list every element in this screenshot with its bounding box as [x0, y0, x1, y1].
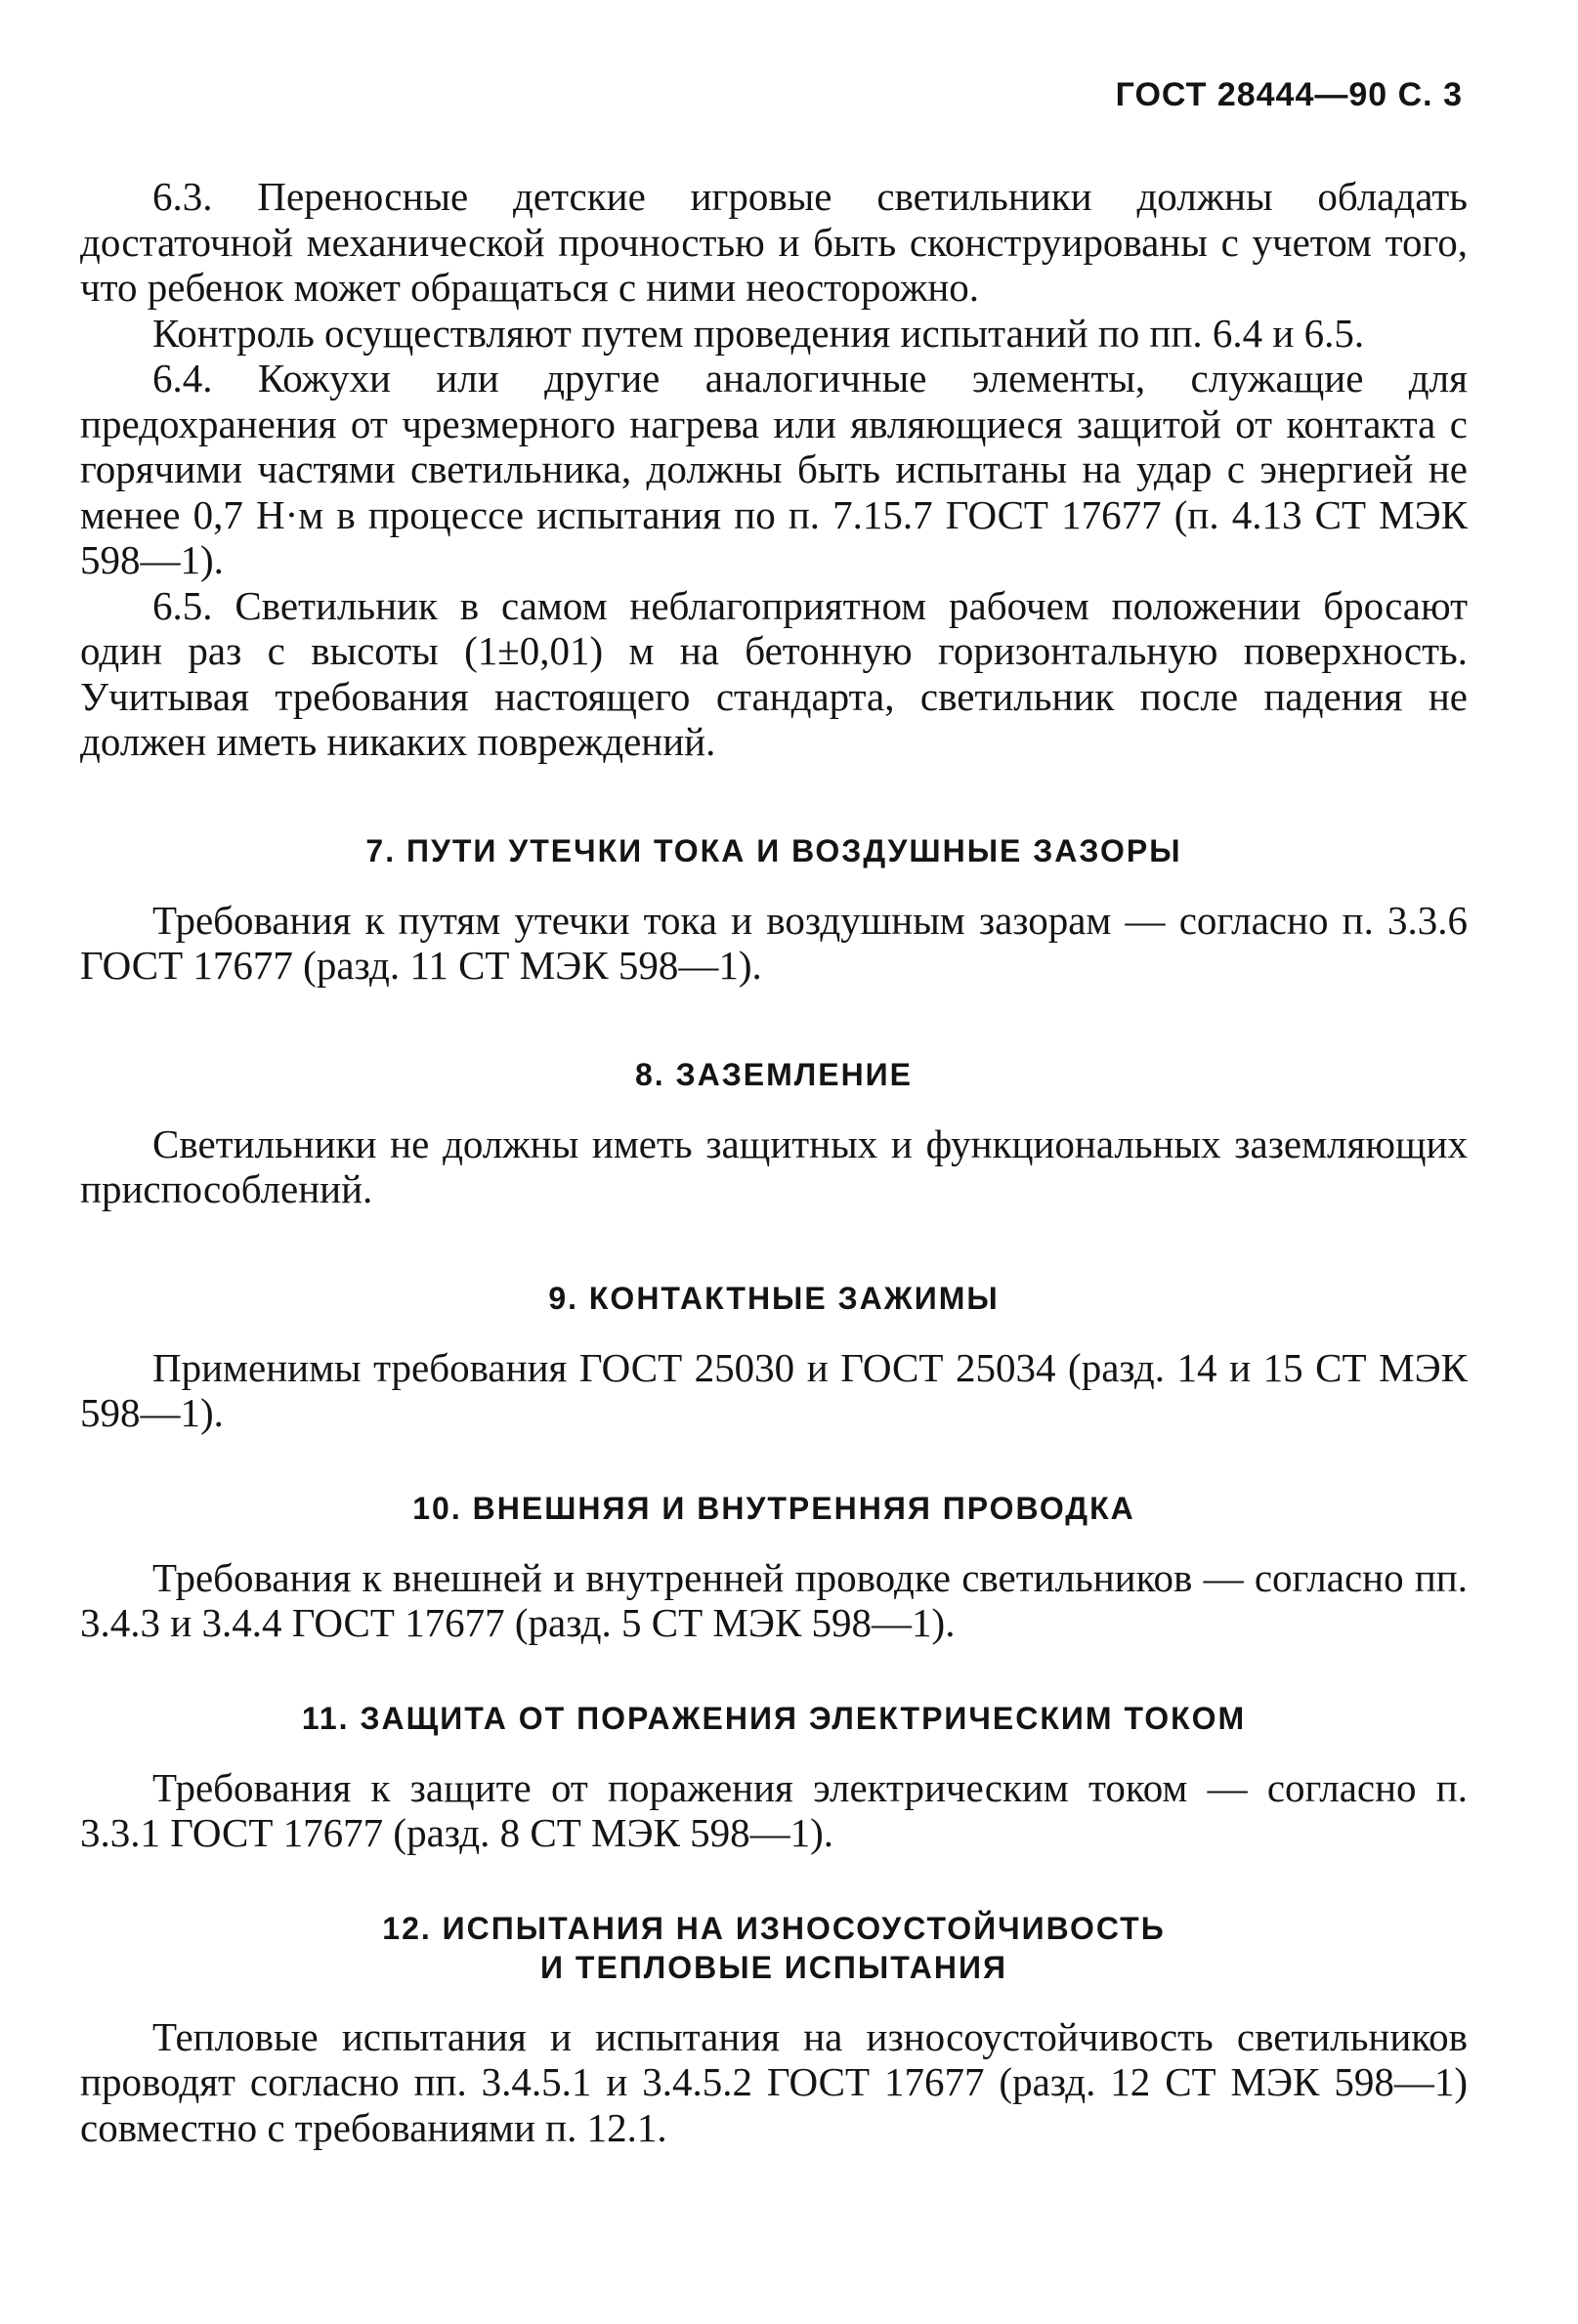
paragraph-6-4: 6.4. Кожухи или другие аналогичные элементы, служащие для предохранения от чрезмерного нагрева или являющиеся защитой от контакта с горячими частями светильника, должны быть испытаны на удар с энергией не менее 0,7 Н·м в процессе испытания по п. 7.15.7 ГОСТ 17677 (п. 4.13 СТ МЭК 598—1).	[80, 356, 1468, 582]
section-heading-12	[80, 1909, 1468, 1987]
section-heading-8: 8. ЗАЗЕМЛЕНИЕ	[634, 1056, 914, 1092]
section-heading-12-line-1: 12. ИСПЫТАНИЯ НА ИЗНОСОУСТОЙЧИВОСТЬ	[382, 1910, 1166, 1946]
paragraph-6-3: 6.3. Переносные детские игровые светильники должны обладать достаточной механической прочностью и быть сконструированы с учетом того, что ребенок может обращаться с ними неосторожно.	[80, 174, 1468, 310]
paragraph-11: Требования к защите от поражения электрическим током — согласно п. 3.3.1 ГОСТ 17677 (разд. 8 СТ МЭК 598—1).	[80, 1764, 1468, 1855]
page-header: ГОСТ 28444—90 С. 3	[1115, 76, 1463, 113]
paragraph-6-5: 6.5. Светильник в самом неблагоприятном рабочем положении бросают один раз с высоты (1±0,01) м на бетонную горизонтальную поверхность. Учитывая требования настоящего стандарта, светильник после падения не должен иметь никаких повреждений.	[80, 582, 1468, 764]
document-body	[80, 174, 1468, 2150]
paragraph-12: Тепловые испытания и испытания на износоустойчивость светильников проводят согласно пп. 3.4.5.1 и 3.4.5.2 ГОСТ 17677 (разд. 12 СТ МЭК 598—1) совместно с требованиями п. 12.1.	[80, 2013, 1468, 2150]
paragraph-8: Светильники не должны иметь защитных и функциональных заземляющих приспособлений.	[80, 1120, 1468, 1211]
section-heading-7: 7. ПУТИ УТЕЧКИ ТОКА И ВОЗДУШНЫЕ ЗАЗОРЫ	[365, 832, 1182, 868]
paragraph-9: Применимы требования ГОСТ 25030 и ГОСТ 25034 (разд. 14 и 15 СТ МЭК 598—1).	[80, 1344, 1468, 1435]
section-heading-12-line-2: И ТЕПЛОВЫЕ ИСПЫТАНИЯ	[540, 1949, 1007, 1985]
paragraph-7: Требования к путям утечки тока и воздушным зазорам — согласно п. 3.3.6 ГОСТ 17677 (разд. 11 СТ МЭК 598—1).	[80, 897, 1468, 988]
paragraph-10: Требования к внешней и внутренней проводке светильников — согласно пп. 3.4.3 и 3.4.4 ГОСТ 17677 (разд. 5 СТ МЭК 598—1).	[80, 1554, 1468, 1645]
paragraph-6-3-control: Контроль осуществляют путем проведения испытаний по пп. 6.4 и 6.5.	[152, 310, 1365, 356]
section-heading-11: 11. ЗАЩИТА ОТ ПОРАЖЕНИЯ ЭЛЕКТРИЧЕСКИМ ТОКОМ	[301, 1700, 1247, 1736]
section-heading-10: 10. ВНЕШНЯЯ И ВНУТРЕННЯЯ ПРОВОДКА	[412, 1490, 1135, 1526]
section-heading-9: 9. КОНТАКТНЫЕ ЗАЖИМЫ	[548, 1280, 1000, 1316]
